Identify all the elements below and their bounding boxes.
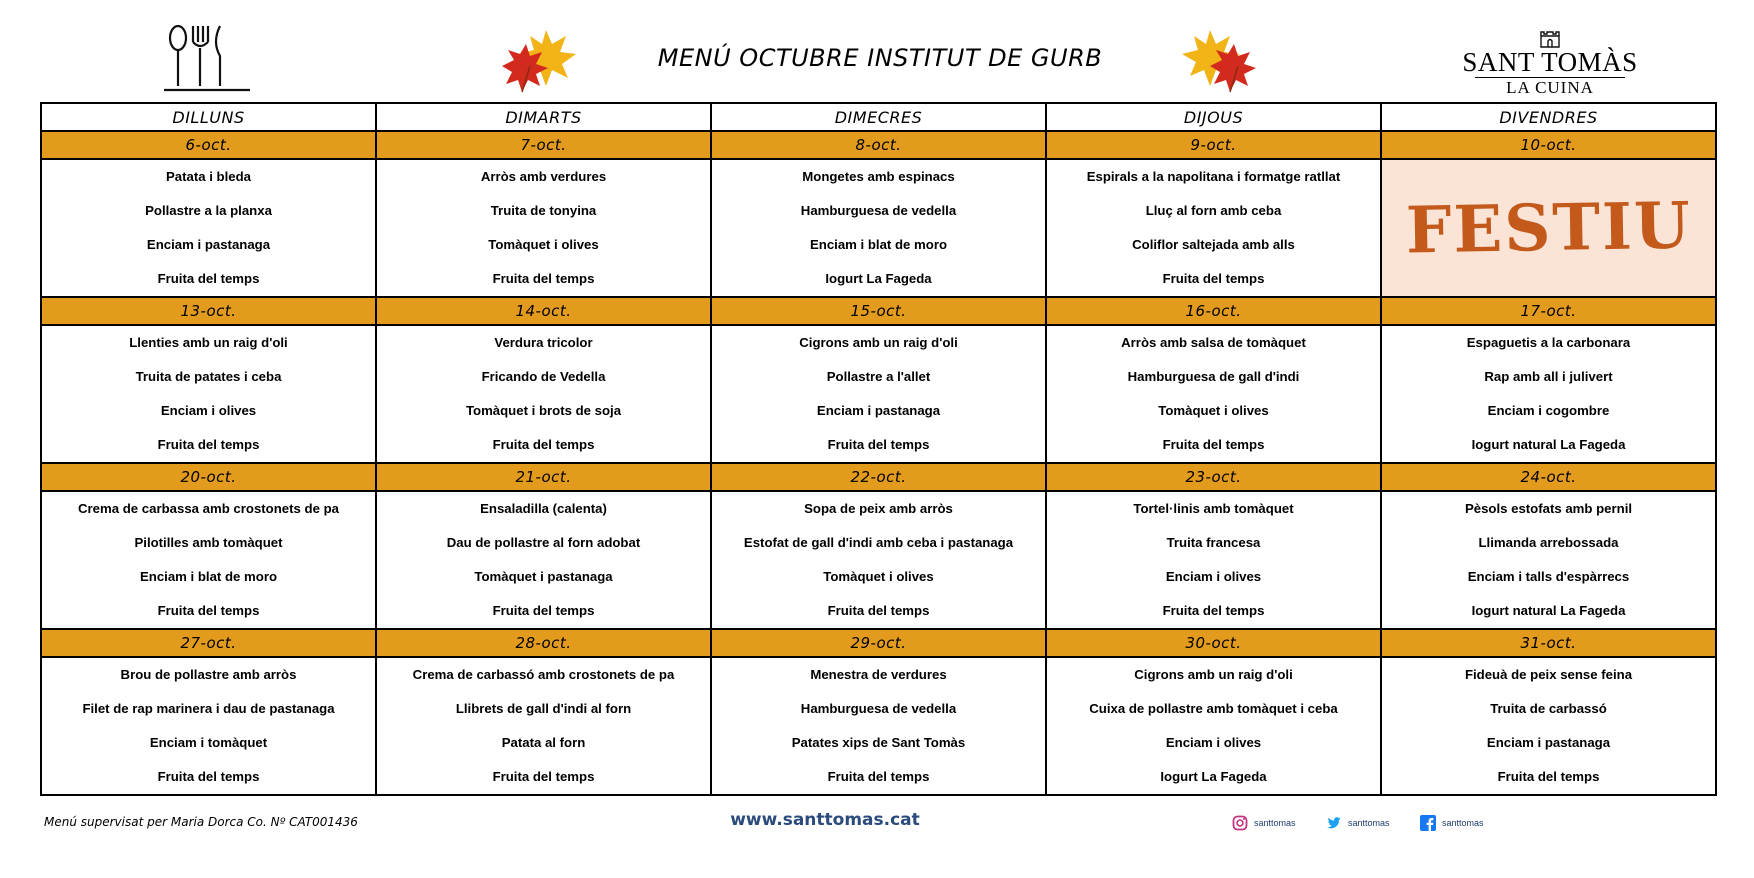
dish: Estofat de gall d'indi amb ceba i pastanaga	[743, 535, 1014, 550]
date-cell: 7-oct.	[376, 131, 711, 159]
dish: Filet de rap marinera i dau de pastanaga	[82, 701, 335, 716]
dish: Enciam i olives	[160, 403, 257, 418]
menu-cell	[41, 657, 376, 795]
website-link[interactable]: www.santtomas.cat	[730, 810, 920, 830]
dish: Pilotilles amb tomàquet	[134, 535, 283, 550]
dish: Fruita del temps	[1162, 437, 1265, 452]
dish: Hamburguesa de gall d'indi	[1127, 369, 1300, 384]
menu-cell	[1381, 325, 1716, 463]
date-row	[41, 131, 1716, 159]
dish: Truita de tonyina	[490, 203, 597, 218]
dish: Lluç al forn amb ceba	[1145, 203, 1282, 218]
facebook-icon	[1420, 815, 1436, 831]
header	[0, 0, 1754, 100]
weekday-header: DIVENDRES	[1381, 103, 1716, 131]
dish: Enciam i blat de moro	[809, 237, 948, 252]
dish: Iogurt La Fageda	[1160, 769, 1267, 784]
menu-cell	[1381, 491, 1716, 629]
menu-row	[41, 325, 1716, 463]
dish: Fruita del temps	[827, 603, 930, 618]
dish: Tomàquet i olives	[823, 569, 934, 584]
dish: Menestra de verdures	[810, 667, 947, 682]
social-handle: santtomas	[1254, 818, 1296, 828]
dish: Fruita del temps	[827, 769, 930, 784]
dish: Crema de carbassa amb crostonets de pa	[78, 501, 339, 516]
dish: Fricando de Vedella	[481, 369, 606, 384]
dish: Llibrets de gall d'indi al forn	[455, 701, 632, 716]
menu-cell	[41, 159, 376, 297]
autumn-leaves-icon	[1176, 26, 1260, 94]
dish: Truita de carbassó	[1490, 701, 1607, 716]
dish: Enciam i pastanaga	[816, 403, 941, 418]
dish: Tortel·linis amb tomàquet	[1133, 501, 1294, 516]
menu-cell	[1046, 325, 1381, 463]
brand-name: SANT TOMÀS	[1462, 47, 1638, 77]
dish: Enciam i cogombre	[1487, 403, 1610, 418]
date-cell: 27-oct.	[41, 629, 376, 657]
menu-cell	[711, 491, 1046, 629]
dish: Fideuà de peix sense feina	[1464, 667, 1633, 682]
dish: Enciam i pastanaga	[1486, 735, 1611, 750]
date-cell: 23-oct.	[1046, 463, 1381, 491]
dish: Pollastre a l'allet	[826, 369, 931, 384]
date-cell: 9-oct.	[1046, 131, 1381, 159]
dish: Dau de pollastre al forn adobat	[446, 535, 641, 550]
dish: Ensaladilla (calenta)	[480, 501, 607, 516]
weekday-header: DIMECRES	[711, 103, 1046, 131]
supervision-note: Menú supervisat per Maria Dorca Co. Nº CAT001436	[44, 815, 358, 829]
dish: Fruita del temps	[492, 769, 595, 784]
date-cell: 24-oct.	[1381, 463, 1716, 491]
dish: Fruita del temps	[492, 437, 595, 452]
weekday-header: DIMARTS	[376, 103, 711, 131]
dish: Truita de patates i ceba	[135, 369, 282, 384]
brand-logo	[1450, 28, 1650, 97]
date-cell: 10-oct.	[1381, 131, 1716, 159]
dish: Tomàquet i pastanaga	[474, 569, 613, 584]
date-cell: 8-oct.	[711, 131, 1046, 159]
dish: Fruita del temps	[157, 603, 260, 618]
date-cell: 13-oct.	[41, 297, 376, 325]
holiday-label: FESTIU	[1404, 188, 1693, 268]
menu-cell	[41, 491, 376, 629]
dish: Patata i bleda	[165, 169, 252, 184]
date-cell: 21-oct.	[376, 463, 711, 491]
menu-cell	[376, 657, 711, 795]
menu-cell	[376, 325, 711, 463]
autumn-leaves-icon	[500, 26, 584, 94]
dish: Iogurt La Fageda	[825, 271, 932, 286]
dish: Fruita del temps	[1162, 603, 1265, 618]
date-row	[41, 629, 1716, 657]
dish: Truita francesa	[1166, 535, 1261, 550]
twitter-link[interactable]	[1326, 815, 1390, 831]
dish: Fruita del temps	[1497, 769, 1600, 784]
dish: Llenties amb un raig d'oli	[129, 335, 288, 350]
dish: Crema de carbassó amb crostonets de pa	[412, 667, 675, 682]
dish: Patates xips de Sant Tomàs	[791, 735, 966, 750]
dish: Hamburguesa de vedella	[800, 203, 957, 218]
date-row	[41, 297, 1716, 325]
date-cell: 20-oct.	[41, 463, 376, 491]
date-cell: 17-oct.	[1381, 297, 1716, 325]
dish: Pèsols estofats amb pernil	[1464, 501, 1633, 516]
instagram-icon	[1232, 815, 1248, 831]
date-cell: 16-oct.	[1046, 297, 1381, 325]
dish: Fruita del temps	[157, 437, 260, 452]
menu-cell	[1046, 657, 1381, 795]
menu-cell	[376, 159, 711, 297]
dish: Verdura tricolor	[494, 335, 593, 350]
dish: Enciam i olives	[1165, 569, 1262, 584]
dish: Enciam i blat de moro	[139, 569, 278, 584]
menu-cell	[711, 325, 1046, 463]
menu-cell	[376, 491, 711, 629]
menu-cell	[1381, 657, 1716, 795]
dish: Iogurt natural La Fageda	[1471, 437, 1626, 452]
weekday-header: DILLUNS	[41, 103, 376, 131]
menu-cell	[711, 657, 1046, 795]
dish: Tomàquet i olives	[488, 237, 599, 252]
dish: Espaguetis a la carbonara	[1466, 335, 1631, 350]
dish: Iogurt natural La Fageda	[1471, 603, 1626, 618]
dish: Fruita del temps	[492, 271, 595, 286]
date-cell: 30-oct.	[1046, 629, 1381, 657]
cutlery-icon	[160, 22, 255, 94]
dish: Fruita del temps	[827, 437, 930, 452]
dish: Fruita del temps	[157, 769, 260, 784]
date-row	[41, 463, 1716, 491]
dish: Hamburguesa de vedella	[800, 701, 957, 716]
menu-cell	[1046, 159, 1381, 297]
social-handle: santtomas	[1348, 818, 1390, 828]
menu-row	[41, 657, 1716, 795]
weekday-header: DIJOUS	[1046, 103, 1381, 131]
menu-row	[41, 159, 1716, 297]
menu-table	[40, 102, 1717, 796]
date-cell: 15-oct.	[711, 297, 1046, 325]
dish: Coliflor saltejada amb alls	[1132, 237, 1295, 252]
date-cell: 31-oct.	[1381, 629, 1716, 657]
page-title: MENÚ OCTUBRE INSTITUT DE GURB	[657, 44, 1103, 72]
dish: Pollastre a la planxa	[145, 203, 272, 218]
dish: Rap amb all i julivert	[1484, 369, 1613, 384]
dish: Espirals a la napolitana i formatge ratllat	[1086, 169, 1341, 184]
menu-cell	[711, 159, 1046, 297]
dish: Tomàquet i olives	[1158, 403, 1269, 418]
dish: Enciam i olives	[1165, 735, 1262, 750]
brand-subtitle: LA CUINA	[1506, 78, 1594, 97]
holiday-cell	[1381, 159, 1716, 297]
dish: Llimanda arrebossada	[1478, 535, 1619, 550]
date-cell: 6-oct.	[41, 131, 376, 159]
dish: Cigrons amb un raig d'oli	[799, 335, 958, 350]
dish: Mongetes amb espinacs	[802, 169, 955, 184]
dish: Cuixa de pollastre amb tomàquet i ceba	[1089, 701, 1338, 716]
dish: Tomàquet i brots de soja	[465, 403, 622, 418]
twitter-icon	[1326, 815, 1342, 831]
social-handle: santtomas	[1442, 818, 1484, 828]
date-cell: 22-oct.	[711, 463, 1046, 491]
date-cell: 14-oct.	[376, 297, 711, 325]
dish: Enciam i tomàquet	[149, 735, 268, 750]
dish: Patata al forn	[501, 735, 586, 750]
dish: Arròs amb salsa de tomàquet	[1121, 335, 1306, 350]
instagram-link[interactable]	[1232, 815, 1296, 831]
dish: Fruita del temps	[1162, 271, 1265, 286]
weekday-header-row	[41, 103, 1716, 131]
facebook-link[interactable]	[1420, 815, 1484, 831]
dish: Brou de pollastre amb arròs	[120, 667, 297, 682]
dish: Enciam i pastanaga	[146, 237, 271, 252]
menu-row	[41, 491, 1716, 629]
dish: Enciam i talls d'espàrrecs	[1467, 569, 1630, 584]
dish: Arròs amb verdures	[480, 169, 607, 184]
dish: Fruita del temps	[492, 603, 595, 618]
date-cell: 28-oct.	[376, 629, 711, 657]
dish: Fruita del temps	[157, 271, 260, 286]
castle-icon	[1537, 28, 1563, 48]
dish: Sopa de peix amb arròs	[804, 501, 953, 516]
dish: Cigrons amb un raig d'oli	[1134, 667, 1293, 682]
menu-cell	[1046, 491, 1381, 629]
menu-cell	[41, 325, 376, 463]
date-cell: 29-oct.	[711, 629, 1046, 657]
